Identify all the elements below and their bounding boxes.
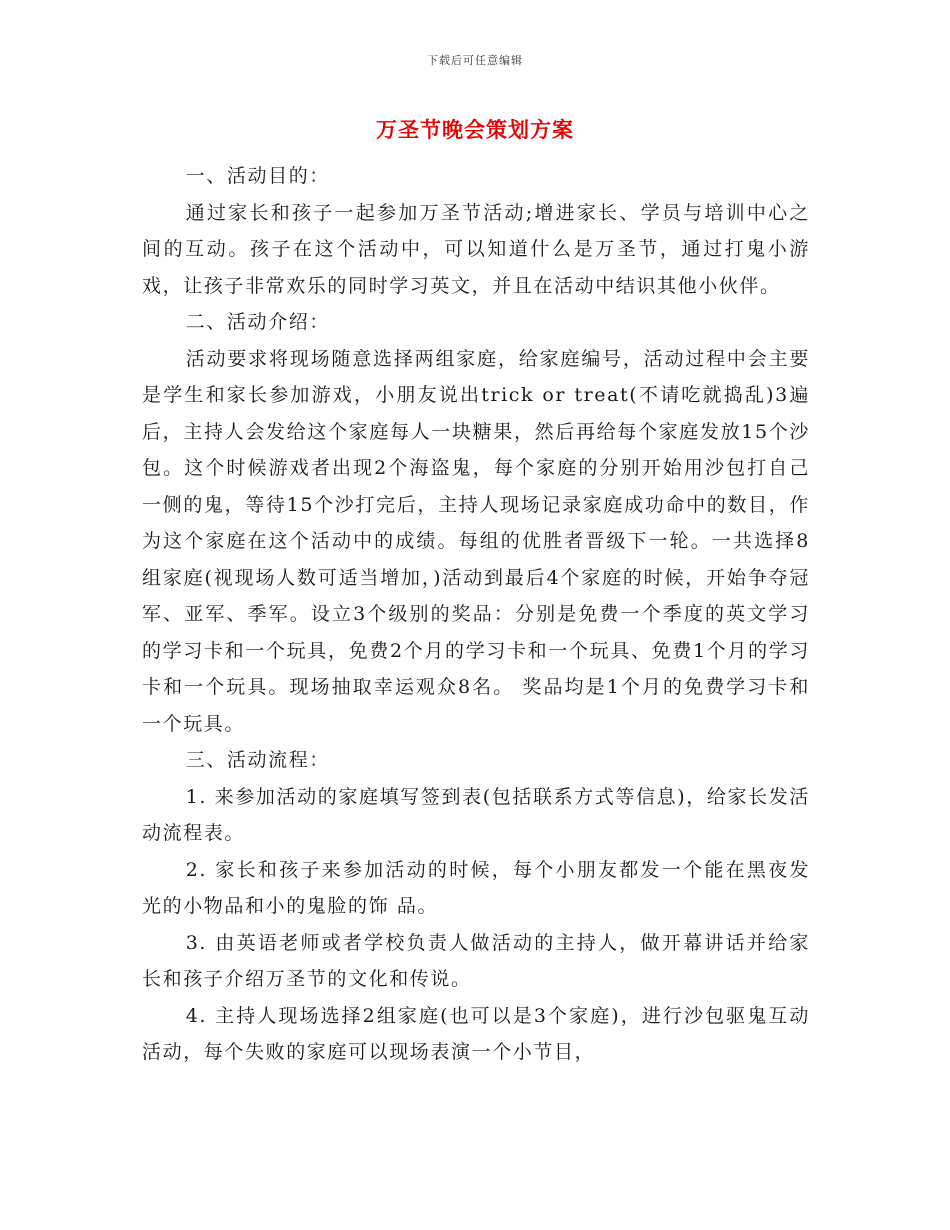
header-note: 下载后可任意编辑 xyxy=(427,54,523,67)
process-step-3: 3. 由英语老师或者学校负责人做活动的主持人，做开幕讲话并给家长和孩子介绍万圣节的文化和传说。 xyxy=(142,931,810,990)
paragraph-purpose: 通过家长和孩子一起参加万圣节活动;增进家长、学员与培训中心之间的互动。孩子在这个活动中，可以知道什么是万圣节，通过打鬼小游戏，让孩子非常欢乐的同时学习英文，并且在活动中结识其他小伙伴。 xyxy=(142,201,810,297)
process-step-2: 2. 家长和孩子来参加活动的时候，每个小朋友都发一个能在黑夜发光的小物品和小的鬼脸的饰 品。 xyxy=(142,858,810,917)
section-heading-purpose: 一、活动目的： xyxy=(185,165,330,187)
section-heading-process: 三、活动流程： xyxy=(185,749,330,771)
process-step-1: 1. 来参加活动的家庭填写签到表(包括联系方式等信息)，给家长发活动流程表。 xyxy=(142,785,810,844)
section-heading-introduction: 二、活动介绍： xyxy=(185,311,330,333)
document-body xyxy=(142,158,810,1071)
process-step-4: 4. 主持人现场选择2组家庭(也可以是3个家庭)，进行沙包驱鬼互动活动，每个失败的家庭可以现场表演一个小节目， xyxy=(142,1004,810,1063)
paragraph-introduction: 活动要求将现场随意选择两组家庭，给家庭编号，活动过程中会主要是学生和家长参加游戏，小朋友说出trick or treat(不请吃就捣乱)3遍后，主持人会发给这个家庭每人一块糖果，然后再给每个家庭发放15个沙包。这个时候游戏者出现2个海盗鬼，每个家庭的分别开始用沙包打自己一侧的鬼，等待15个沙打完后，主持人现场记录家庭成功命中的数目，作为这个家庭在这个活动中的成绩。每组的优胜者晋级下一轮。一共选择8组家庭(视现场人数可适当增加，)活动到最后4个家庭的时候，开始争夺冠军、亚军、季军。设立3个级别的奖品：分别是免费一个季度的英文学习的学习卡和一个玩具，免费2个月的学习卡和一个玩具、免费1个月的学习卡和一个玩具。现场抽取幸运观众8名。 奖品均是1个月的免费学习卡和一个玩具。 xyxy=(142,347,810,735)
document-title: 万圣节晚会策划方案 xyxy=(376,117,574,142)
